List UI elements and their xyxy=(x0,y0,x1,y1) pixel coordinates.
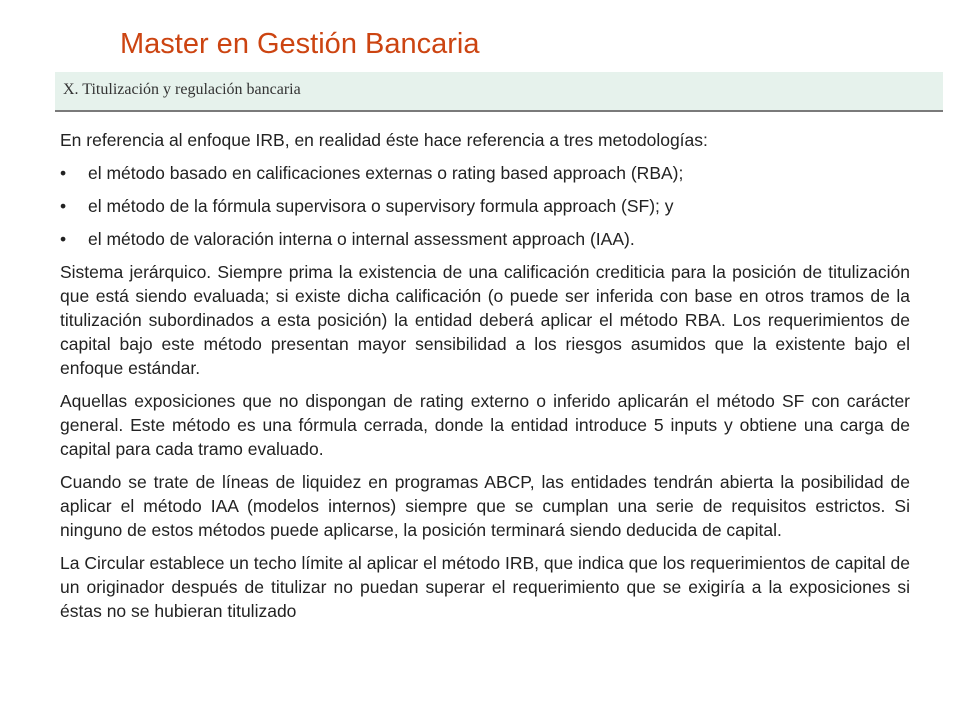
paragraph-metodo-sf: Aquellas exposiciones que no dispongan de rating externo o inferido aplicarán el método SF con carácter general. Este método es una fórmula cerrada, donde la entidad introduce 5 inputs y obtiene una carga de capital para cada tramo evaluado. xyxy=(60,391,910,459)
bullet-dot: • xyxy=(60,196,67,216)
intro-paragraph: En referencia al enfoque IRB, en realidad éste hace referencia a tres metodologías: xyxy=(60,130,708,150)
paragraph-sistema-jerarquico: Sistema jerárquico. Siempre prima la existencia de una calificación crediticia para la posición de titulización que está siendo evaluada; si existe dicha calificación (o puede ser inferida con base en otros tramos de la titulización subordinados a esta posición) la entidad deberá aplicar el método RBA. Los requerimientos de capital bajo este método presentan mayor sensibilidad a los riesgos asumidos que la existente bajo el enfoque estándar. xyxy=(60,262,910,378)
bullet-text: el método basado en calificaciones externas o rating based approach (RBA); xyxy=(88,163,684,183)
section-header: X. Titulización y regulación bancaria xyxy=(63,81,301,98)
paragraph-lineas-liquidez: Cuando se trate de líneas de liquidez en programas ABCP, las entidades tendrán abierta la posibilidad de aplicar el método IAA (modelos internos) siempre que se cumplan una serie de requisitos estrictos. Si ninguno de estos métodos puede aplicarse, la posición terminará siendo deducida de capital. xyxy=(60,472,910,540)
slide-title: Master en Gestión Bancaria xyxy=(120,28,480,60)
bullet-item xyxy=(60,194,910,218)
bullet-item xyxy=(60,227,910,251)
bullet-text: el método de valoración interna o internal assessment approach (IAA). xyxy=(88,229,635,249)
bullet-dot: • xyxy=(60,163,67,183)
slide-body xyxy=(60,128,910,632)
paragraph-techo-limite: La Circular establece un techo límite al aplicar el método IRB, que indica que los requerimientos de capital de un originador después de titulizar no puedan superar el requerimiento que se exigiría a la exposiciones si éstas no se hubieran titulizado xyxy=(60,553,910,621)
bullet-dot: • xyxy=(60,229,67,249)
section-header-band xyxy=(55,72,943,112)
bullet-text: el método de la fórmula supervisora o supervisory formula approach (SF); y xyxy=(88,196,674,216)
bullet-item xyxy=(60,161,910,185)
